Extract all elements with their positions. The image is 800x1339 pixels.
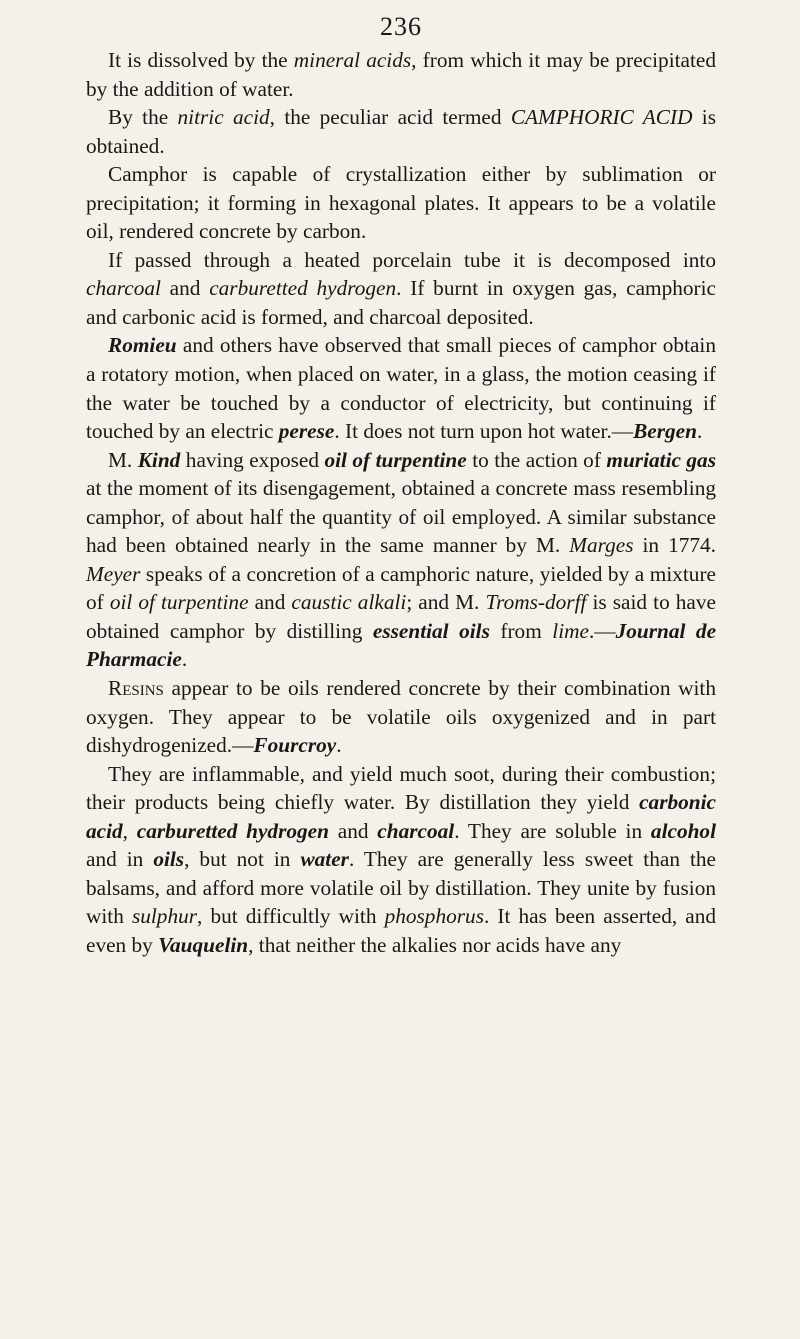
text-run: . (181, 647, 188, 672)
text-run: Camphor is capable of crystallization either by sublimation or precipitation; it forming in hexagonal plates. It appears to be a volatile oil, rendered concrete by carbon. (86, 162, 716, 244)
page-number: 236 (380, 12, 422, 41)
text-run: ; and M. (406, 590, 486, 615)
text-run: lime (552, 618, 589, 643)
paragraph-4 (86, 246, 716, 332)
text-run: Marges (569, 533, 634, 558)
text-run: perese (278, 419, 335, 444)
text-run: and (160, 276, 210, 301)
text-run: carburetted hydrogen (209, 276, 397, 301)
text-run: . (696, 419, 703, 444)
paragraph-8 (86, 760, 716, 960)
text-run: , but not in (184, 847, 301, 872)
text-run: and (328, 818, 378, 843)
text-run: appear to be oils rendered concrete by their combination with oxygen. They appear to be volatile oils oxygenized and in part dishydrogenized.— (86, 676, 716, 758)
text-run: , that neither the alkalies nor acids have any (248, 932, 622, 957)
text-run: muriatic gas (606, 447, 716, 472)
page-body (86, 46, 716, 960)
text-run: speaks of a concretion of a camphoric nature, yielded by a mixture of (86, 561, 716, 615)
text-run: Resins (108, 676, 164, 701)
text-run: . They are generally less sweet than the balsams, and afford more volatile oil by distillation. They unite by fusion with (86, 847, 716, 929)
text-run: , (122, 818, 137, 843)
text-run: sulphur (131, 904, 198, 929)
paragraph-7 (86, 674, 716, 760)
text-run: , but difficultly with (197, 904, 385, 929)
text-run: at the moment of its disengagement, obtained a concrete mass resembling camphor, of about half the quantity of oil employed. A similar substance had been obtained nearly in the same manner by M. (86, 476, 716, 558)
text-run: is said to have obtained camphor by distilling (86, 590, 716, 643)
paragraph-6 (86, 446, 716, 674)
text-run: oils (153, 847, 185, 872)
paragraph-5 (86, 331, 716, 445)
text-run: carburetted hydrogen (136, 818, 329, 843)
text-run: water (300, 847, 349, 872)
text-run: phosphorus (384, 904, 484, 929)
text-run: . It has been asserted, and even by (86, 904, 716, 957)
text-run: oil of turpentine (109, 590, 249, 615)
text-run: caustic alkali (291, 590, 407, 615)
text-run: Meyer (86, 561, 141, 586)
text-run: from (489, 618, 553, 643)
text-run: Journal de Pharmacie (86, 618, 717, 672)
text-run: and (248, 590, 292, 615)
text-run: . It does not turn upon hot water.— (334, 419, 634, 444)
text-run: Fourcroy (253, 733, 337, 758)
text-run: By the (108, 105, 178, 130)
text-run: carbonic acid (86, 790, 716, 843)
paragraph-3 (86, 160, 716, 246)
paragraph-1 (86, 46, 716, 103)
text-run: , the peculiar acid termed (269, 105, 511, 130)
text-run: , from which it may be precipitated by the addition of water. (86, 48, 716, 101)
text-run: alcohol (650, 818, 716, 843)
text-run: Bergen (633, 419, 697, 444)
text-run: CAMPHORIC ACID (510, 105, 693, 130)
text-run: . If burnt in oxygen gas, camphoric and carbonic acid is formed, and charcoal deposited. (86, 276, 716, 329)
text-run: charcoal (377, 818, 455, 843)
text-run: Romieu (108, 333, 177, 358)
text-run: Vauquelin (158, 932, 249, 957)
text-run: .— (588, 618, 616, 643)
text-run: They are inflammable, and yield much soot, during their combustion; their products being chiefly water. By distillation they yield (86, 761, 716, 815)
text-run: having exposed (180, 447, 325, 472)
text-run: . They are soluble in (454, 818, 651, 843)
text-run: and in (86, 847, 154, 872)
text-run: Kind (137, 447, 181, 472)
text-run: It is dissolved by the (108, 48, 294, 72)
text-run: . (336, 733, 342, 758)
text-run: essential oils (372, 618, 490, 643)
paragraph-2 (86, 103, 716, 160)
text-run: Troms-dorff (485, 590, 587, 615)
text-run: mineral acids (293, 48, 412, 72)
text-run: and others have observed that small pieces of camphor obtain a rotatory motion, when placed on water, in a glass, the motion ceasing if the water be touched by a conductor of electricity, but continuing if touched by an electric (86, 333, 716, 444)
text-run: nitric acid (177, 105, 270, 130)
text-run: oil of turpentine (324, 447, 467, 472)
text-run: If passed through a heated porcelain tube it is decomposed into (108, 247, 716, 272)
text-run: charcoal (86, 276, 161, 301)
text-run: M. (108, 447, 138, 472)
text-run: to the action of (466, 447, 607, 472)
text-run: in 1774. (633, 533, 716, 558)
text-run: is obtained. (86, 105, 716, 158)
